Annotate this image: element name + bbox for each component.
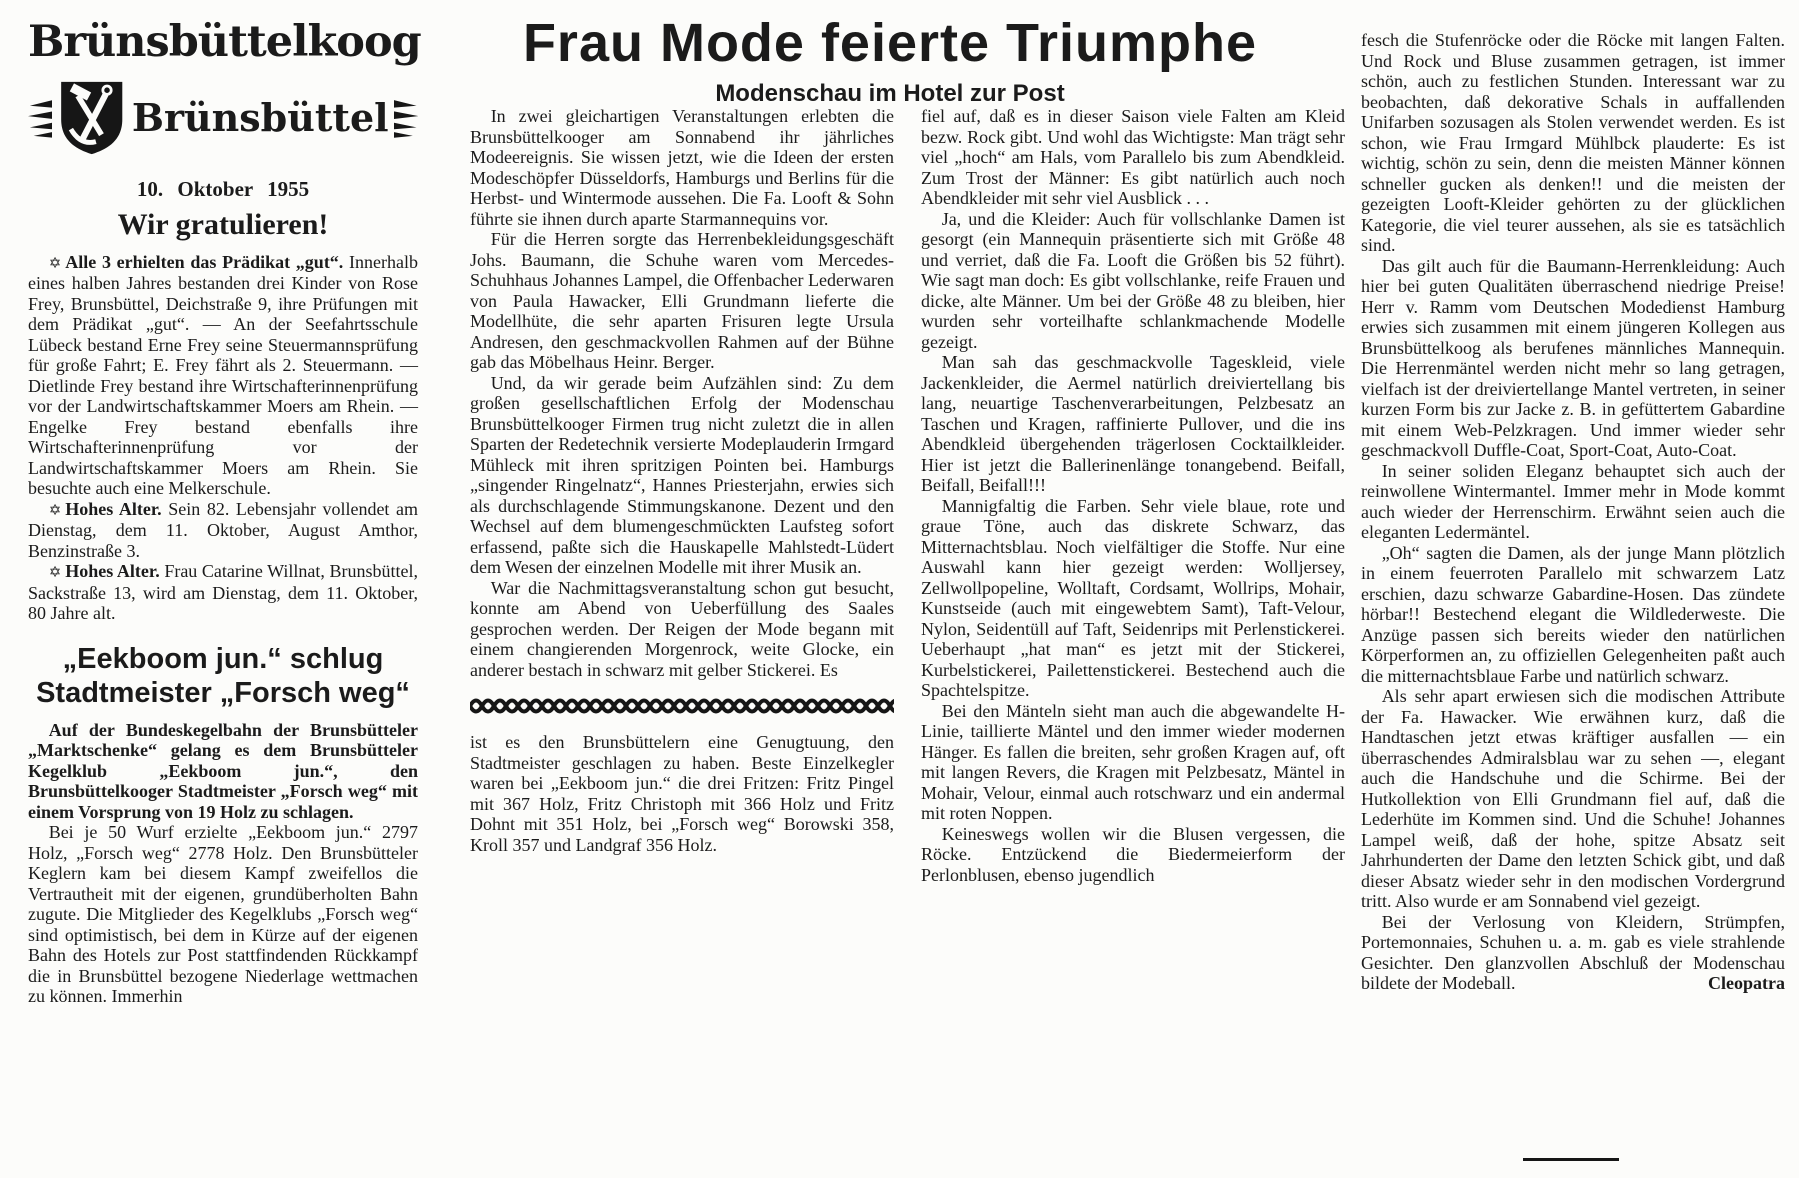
news-item xyxy=(28,499,418,562)
paragraph: Das gilt auch für die Baumann-Herrenkleidung: Auch hier bei guten Qualitäten überraschend niedrige Preise! Herr v. Ramm vom Deutschen Modedienst Hamburg erwies sich zusammen mit einem jüngeren Kollegen aus Brunsbüttelkoog als berufenes männliches Mannequin. Die Herrenmäntel werden nicht mehr so lang getragen, vielfach ist der dreiviertellange Mantel vertreten, in seiner kurzen Form bis zur Jacke z. B. in gefüttertem Gabardine mit einem Web-Pelzkragen. Und immer wieder sehr geschmackvoll Duffle-Coat, Sport-Coat, Auto-Coat. xyxy=(1361,255,1785,460)
issue-date: 10. Oktober 1955 xyxy=(136,177,310,202)
paragraph: fesch die Stufenröcke oder die Röcke mit langen Falten. Und Rock und Bluse zusammen getragen, ist immer schön, auch zu festlichen Stunden. Interessant war zu beobachten, daß dekorative Schals in auffallenden Unifarben sozusagen als Stolen verwendet werden. Es ist schon, wie Frau Irmgard Mühlbck plauderte: Es ist wichtig, schön zu sein, denn die meisten Männer können schneller gucken als denken!! und die meisten der gezeigten Looft-Kleider gehörten zu der glücklichen Kategorie, die viel teurer aussehen, als sie es tatsächlich sind. xyxy=(1361,30,1785,255)
paragraph: fiel auf, daß es in dieser Saison viele Falten am Kleid bezw. Rock gibt. Und wohl das Wichtigste: Man trägt sehr viel „hoch“ am Hals, vom Parallelo bis zum Abendkleid. Zum Trost der Männer: Es gibt natürlich auch noch Abendkleider mit sehr viel Ausblick . . . xyxy=(921,106,1345,208)
end-rule-divider xyxy=(1523,1158,1619,1161)
paragraph: Bei den Mänteln sieht man auch die abgewandelte H-Linie, taillierte Mäntel und den immer wieder modernen Hänger. Es fallen die breiten, sehr großen Kragen auf, oft mit langen Revers, die Kragen mit Pelzbesatz, Mäntel in Mohair, Velour, einmal auch rotschwarz und ein andermal mit roten Noppen. xyxy=(921,700,1345,823)
star-icon: ✡ xyxy=(48,253,62,272)
fashion-article-header xyxy=(432,14,1348,108)
news-item-text: Innerhalb eines halben Jahres bestanden drei Kinder von Rose Frey, Brunsbüttel, Deichstraße 9, ihre Prüfungen mit dem Prädikat „gut“. — An der Seefahrtsschule Lübeck bestand Erne Frey seine Steuermannsprüfung für große Fahrt; E. Frey fährt als 2. Steuermann. — Dietlinde Frey bestand ihre Wirtschafterinnenprüfung vor der Landwirtschaftskammer Moers am Rhein. — Engelke Frey bestand ebenfalls ihre Wirtschafterinnenprüfung vor der Landwirtschaftskammer Moers am Rhein. Sie besuchte auch eine Melkerschule. xyxy=(28,251,418,499)
byline: Cleopatra xyxy=(1708,973,1785,993)
paragraph: Als sehr apart erwiesen sich die modischen Attribute der Fa. Hawacker. Wie erwähnen kurz, daß die Handtaschen jetzt etwas kräftiger ausfallen — ein überraschendes Admiralsblau war zu sehen —, elegant auch die Handschuhe und die Schirme. Bei der Hutkollektion von Elli Grundmann fiel auf, daß die Lederhüte im Kommen sind. Und die Schuhe! Johannes Lampel weiß, daß der hohe, spitze Absatz seit Jahrhunderten der Dame den letzten Schick gibt, und daß dieser Absatz wieder sehr in den modischen Vordergrund tritt. Also wurde er am Sonnabend viel gezeigt. xyxy=(1361,686,1785,911)
paragraph: Mannigfaltig die Farben. Sehr viele blaue, rote und graue Töne, auch das diskrete Schwarz, das Mitternachtsblau. Noch vielfältiger die Stoffe. Nur eine Auswahl kann hier gezeigt werden: Wolljersey, Zellwollpopeline, Wolltaft, Cordsamt, Wollrips, Mohair, Kunstseide (auch mit eingewebtem Samt), Taft-Velour, Nylon, Seidentüll auf Taft, Seidenrips mit Perlenstickerei. Ueberhaupt „hat man“ es jetzt mit der Stickerei, Kurbelstickerei, Pailettenstickerei. Bestechend auch die Spachtelspitze. xyxy=(921,495,1345,700)
news-item xyxy=(28,561,418,624)
main-headline: Frau Mode feierte Triumphe xyxy=(522,13,1258,73)
news-item-lead: Alle 3 erhielten das Prädikat „gut“. xyxy=(65,251,344,272)
news-item-text: Frau Catarine Willnat, Brunsbüttel, Sackstraße 13, wird am Dienstag, dem 11. Oktober, 80 Jahre alt. xyxy=(28,561,419,624)
news-item-lead: Hohes Alter. xyxy=(65,561,160,582)
rope-divider-icon xyxy=(470,696,894,716)
paragraph: Und, da wir gerade beim Aufzählen sind: Zu dem großen gesellschaftlichen Erfolg der Modenschau Brunsbüttelkooger Firmen trug nicht zuletzt die in allen Sparten der Redetechnik versierte Modeplauderin Irmgard Mühleck mit ihren spritzigen Pointen bei. Hamburgs „singender Ringelnatz“, Hannes Priesterjahn, erwies sich als durchschlagende Stimmungskanone. Dezent und den Wechsel auf dem blumengeschmückten Laufsteg sofort erfassend, paßte sich die Hauskapelle Mahlstedt-Lüdert dem Wesen der einzelnen Modelle mit ihrer Musik an. xyxy=(470,372,894,577)
news-item-lead: Hohes Alter. xyxy=(65,498,162,519)
star-icon: ✡ xyxy=(48,563,62,582)
section-heading-wir-gratulieren: Wir gratulieren! xyxy=(117,207,329,241)
paragraph: „Oh“ sagten die Damen, als der junge Mann plötzlich in einem feuerroten Parallelo mit schwarzem Latz erschien, dazu schwarze Gabardine-Hosen. Das zündete hörbar!! Bestechend elegant die Wildlederweste. Die Anzüge passen sich bereits wieder den natürlichen Körperformen an, zu offiziellen Gelegenheiten paßt auch die mitternachtsblaue Farbe und natürlich schwarz. xyxy=(1361,542,1785,686)
star-icon: ✡ xyxy=(48,500,62,519)
paragraph: In zwei gleichartigen Veranstaltungen erlebten die Brunsbüttelkooger am Sonnabend ihr jährliches Modeereignis. Sie wissen jetzt, wie die Ideen der ersten Modeschöpfer Düsseldorfs, Hamburgs und Berlins für die Herbst- und Wintermode aussehen. Die Fa. Looft & Sohn führte sie ihnen durch aparte Starmannequins vor. xyxy=(470,106,894,229)
paragraph: Keineswegs wollen wir die Blusen vergessen, die Röcke. Entzückend die Biedermeierform der Perlonblusen, ebenso jugendlich xyxy=(921,823,1345,885)
kegel-heading-line1: „Eekboom jun.“ schlug xyxy=(62,642,384,675)
paragraph: In seiner soliden Eleganz behauptet sich auch der reinwollene Wintermantel. Immer mehr in Mode kommt auch wieder der Herrenschirm. Erwähnt seien auch die eleganten Ledermäntel. xyxy=(1361,460,1785,542)
crest-anchor-hammer-icon xyxy=(57,75,126,161)
paragraph: War die Nachmittagsveranstaltung schon gut besucht, konnte am Abend von Ueberfüllung des Saales gesprochen werden. Der Reigen der Mode begann mit einem changierenden Morgenrock, weite Glocke, ein anderer bestach in schwarz mit gelber Stickerei. Es xyxy=(470,577,894,680)
paragraph: Ja, und die Kleider: Auch für vollschlanke Damen ist gesorgt (ein Mannequin präsentierte sich mit Größe 48 und verriet, daß die Fa. Looft die Größen bis 52 führt). Wie sagt man doch: Es gibt vollschlanke, reife Frauen und dicke, alte Männer. Um bei der Größe 48 zu bleiben, hier wurden sehr vorteilhafte schlankmachende Modelle gezeigt. xyxy=(921,208,1345,352)
left-column xyxy=(28,17,421,1007)
masthead-title-brunsbuttel: Brünsbüttel xyxy=(131,94,389,140)
kegel-continuation-paragraph: ist es den Brunsbüttelern eine Genugtuung, den Stadtmeister geschlagen zu haben. Beste Einzelkegler waren bei „Eekboom jun.“ die drei Fritzen: Fritz Pingel mit 367 Holz, Fritz Christoph mit 366 Holz und Fritz Dohnt mit 351 Holz, bei „Forsch weg“ Borowski 358, Kroll 357 und Landgraf 356 Holz. xyxy=(470,732,894,855)
article-column-c xyxy=(1361,30,1785,994)
kegel-heading-line2: Stadtmeister „Forsch weg“ xyxy=(36,676,410,709)
masthead-title-brunsbuttelkoog: Brünsbüttelkoog xyxy=(28,17,421,67)
kegel-lead-paragraph: Auf der Bundeskegelbahn der Brunsbütteler „Marktschenke“ gelang es dem Brunsbütteler Kegelklub „Eekboom jun.“, den Brunsbüttelkooger Stadtmeister „Forsch weg“ mit einem Vorsprung von 19 Holz zu schlagen. xyxy=(28,719,418,822)
news-item-text: Sein 82. Lebensjahr vollendet am Dienstag, dem 11. Oktober, August Amthor, Benzinstraße 3. xyxy=(28,498,419,561)
news-item xyxy=(28,252,418,499)
paragraph: Bei der Verlosung von Kleidern, Strümpfen, Portemonnaies, Schuhen u. a. m. gab es viele strahlende Gesichter. Den glanzvollen Abschluß der Modenschau bildete der Modeball. xyxy=(1361,911,1785,993)
masthead-row xyxy=(28,75,418,161)
kegel-body-paragraph: Bei je 50 Wurf erzielte „Eekboom jun.“ 2797 Holz, „Forsch weg“ 2778 Holz. Den Brunsbütteler Keglern kam bei diesem Kampf zweifellos die Vertrautheit mit der eigenen, grundüberholten Bahn zugute. Die Mitglieder des Kegelklubs „Forsch weg“ sind optimistisch, bei dem in Kürze auf der eigenen Bahn des Hotels zur Post stattfindenden Rückkampf die in Brunsbüttel bezogene Niederlage wettmachen zu können. Immerhin xyxy=(28,822,418,1007)
flourish-right-icon xyxy=(394,95,418,141)
kegel-article-heading xyxy=(28,642,418,710)
sub-headline: Modenschau im Hotel zur Post xyxy=(715,80,1065,107)
paragraph: Man sah das geschmackvolle Tageskleid, viele Jackenkleider, die Aermel natürlich dreiviertellang bis lang, neuartige Taschenverarbeitungen, Pelzbesatz an Taschen und Kragen, raffinierte Pullover, und die ins Abendkleid übergehenden trägerlosen Cocktailkleider. Hier ist jetzt die Ballerinenlänge tonangebend. Beifall, Beifall, Beifall!!! xyxy=(921,352,1345,495)
article-column-b xyxy=(921,106,1345,885)
article-column-a xyxy=(470,106,894,855)
flourish-left-icon xyxy=(28,95,52,141)
paragraph: Für die Herren sorgte das Herrenbekleidungsgeschäft Johs. Baumann, die Schuhe waren vom Mercedes-Schuhhaus Johannes Lampel, die Offenbacher Lederwaren von Paula Hawacker, Elli Grundmann lieferte die Modellhüte, die sehr aparten Frisuren legte Ursula Andresen, den geschmackvollen Rahmen auf der Bühne gab das Möbelhaus Heinr. Berger. xyxy=(470,229,894,372)
